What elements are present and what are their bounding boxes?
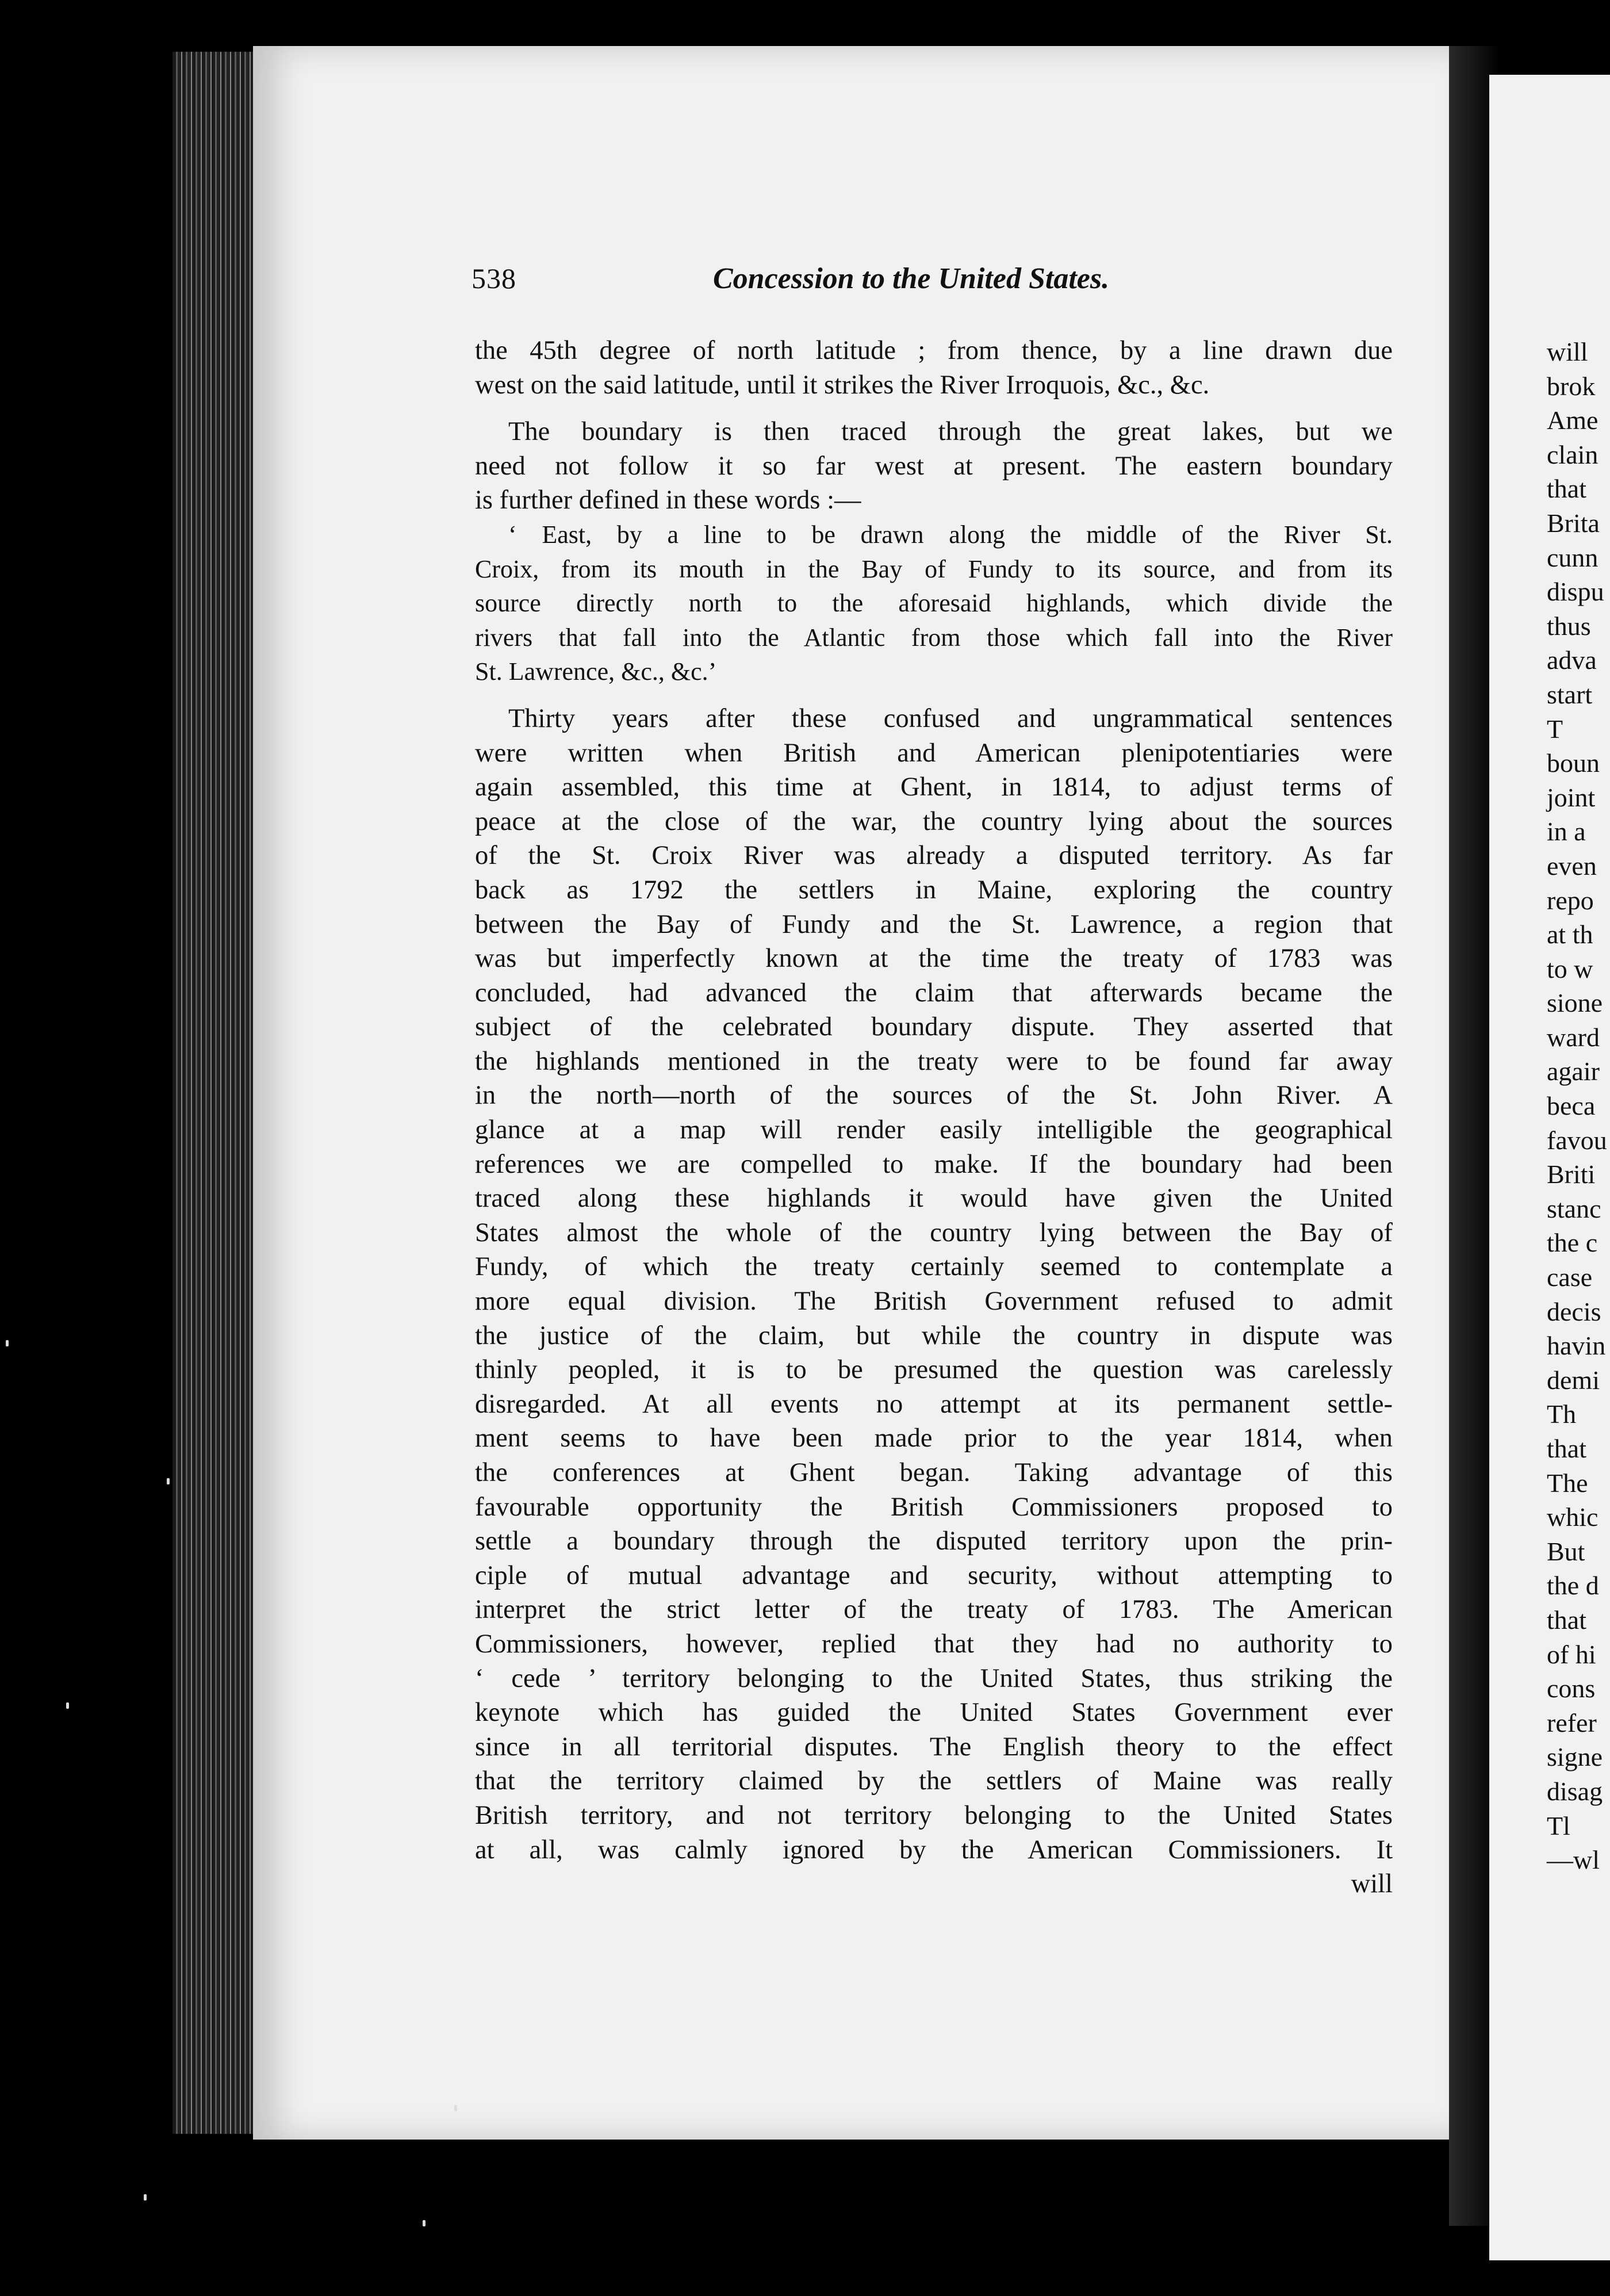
fragment: at th (1547, 920, 1593, 950)
fragment: dispu (1547, 577, 1604, 607)
scan-speck (167, 1478, 170, 1484)
text-line: in the north—north of the sources of the St. John River. A (475, 1081, 1393, 1111)
text-line: was but imperfectly known at the time the treaty of 1783 was (475, 944, 1393, 974)
text-line: ment seems to have been made prior to the year 1814, when (475, 1423, 1393, 1453)
scan-speck (423, 2220, 425, 2226)
fragment: boun (1547, 748, 1600, 778)
text-line: that the territory claimed by the settlers of Maine was really (475, 1766, 1393, 1796)
fragment: stanc (1547, 1193, 1601, 1223)
page-number: 538 (471, 262, 516, 294)
scan-speck (144, 2194, 147, 2201)
text-line: at all, was calmly ignored by the American Commissioners. It (475, 1835, 1393, 1865)
text-line: more equal division. The British Government refused to admit (475, 1287, 1393, 1317)
fragment: cunn (1547, 542, 1598, 572)
text-line: Thirty years after these confused and ungrammatical sentences (508, 703, 1393, 733)
text-line: the justice of the claim, but while the country in dispute was (475, 1321, 1393, 1350)
fragment: repo (1547, 885, 1594, 915)
quote-line: St. Lawrence, &c., &c.’ (475, 657, 717, 686)
quote-line: rivers that fall into the Atlantic from those which fall into the River (475, 623, 1393, 652)
scan-speck (66, 1702, 69, 1709)
fragment: Ame (1547, 405, 1598, 435)
fragment: that (1547, 1434, 1586, 1463)
text-line: is further defined in these words :— (475, 485, 861, 515)
quote-line: Croix, from its mouth in the Bay of Fundy to its source, and from its (475, 554, 1393, 583)
text-line: the conferences at Ghent began. Taking advantage of this (475, 1458, 1393, 1487)
fragment: the c (1547, 1228, 1598, 1258)
fragment: The (1547, 1468, 1588, 1498)
fragment: clain (1547, 439, 1598, 469)
text-line: west on the said latitude, until it strikes the River Irroquois, &c., &c. (475, 370, 1210, 400)
text-line: traced along these highlands it would have given the United (475, 1184, 1393, 1214)
fragment: Brita (1547, 508, 1600, 538)
fragment: thus (1547, 611, 1591, 641)
text-line: between the Bay of Fundy and the St. Lawrence, a region that (475, 909, 1393, 939)
fragment: T (1547, 714, 1563, 744)
fragment: that (1547, 1605, 1586, 1635)
quote-line: source directly north to the aforesaid highlands, which divide the (475, 589, 1393, 618)
text-line: references we are compelled to make. If the boundary had been (475, 1149, 1393, 1179)
fragment: adva (1547, 645, 1597, 675)
text-line: the 45th degree of north latitude ; from thence, by a line drawn due (475, 336, 1393, 365)
fragment: Tl (1547, 1811, 1570, 1840)
fragment: the d (1547, 1571, 1599, 1601)
text-line: thinly peopled, it is to be presumed the question was carelessly (475, 1355, 1393, 1385)
text-line: the highlands mentioned in the treaty were to be found far away (475, 1046, 1393, 1076)
fragment: whic (1547, 1502, 1598, 1532)
text-line: glance at a map will render easily intelligible the geographical (475, 1115, 1393, 1145)
fragment: case (1547, 1262, 1593, 1292)
catchword: will (1351, 1869, 1393, 1899)
fragment: Briti (1547, 1160, 1596, 1189)
fragment: decis (1547, 1296, 1601, 1326)
text-line: favourable opportunity the British Commissioners proposed to (475, 1492, 1393, 1522)
fragment: havin (1547, 1331, 1606, 1361)
scan-speck (454, 2105, 457, 2111)
text-line: The boundary is then traced through the great lakes, but we (508, 417, 1393, 447)
running-head (471, 262, 1392, 308)
fragment: —wl (1547, 1845, 1600, 1875)
fragment: favou (1547, 1125, 1607, 1155)
fragment: Th (1547, 1399, 1577, 1429)
text-line: settle a boundary through the disputed territory upon the prin- (475, 1526, 1393, 1556)
fragment: to w (1547, 954, 1593, 984)
fragment: refer (1547, 1708, 1597, 1738)
text-line: States almost the whole of the country lying between the Bay of (475, 1218, 1393, 1248)
text-line: back as 1792 the settlers in Maine, exploring the country (475, 875, 1393, 905)
text-line: ‘ cede ’ territory belonging to the United States, thus striking the (475, 1663, 1393, 1693)
fragment: disag (1547, 1776, 1603, 1806)
text-line: Fundy, of which the treaty certainly seemed to contemplate a (475, 1252, 1393, 1282)
quote-line: ‘ East, by a line to be drawn along the middle of the River St. (508, 520, 1393, 549)
running-title: Concession to the United States. (713, 262, 1110, 295)
text-line: ciple of mutual advantage and security, without attempting to (475, 1560, 1393, 1590)
fragment: joint (1547, 782, 1596, 812)
fragment: But (1547, 1536, 1585, 1566)
fragment: start (1547, 679, 1593, 709)
text-line: subject of the celebrated boundary dispute. They asserted that (475, 1012, 1393, 1042)
fragment: of hi (1547, 1639, 1596, 1669)
text-line: Commissioners, however, replied that they had no authority to (475, 1629, 1393, 1659)
text-line: British territory, and not territory belonging to the United States (475, 1800, 1393, 1830)
text-line: of the St. Croix River was already a disputed territory. As far (475, 841, 1393, 871)
text-line: since in all territorial disputes. The English theory to the effect (475, 1732, 1393, 1762)
fragment: even (1547, 851, 1597, 881)
fragment: signe (1547, 1742, 1603, 1772)
facing-page-text (1547, 335, 1610, 1877)
text-line: keynote which has guided the United States Government ever (475, 1698, 1393, 1728)
text-line: concluded, had advanced the claim that afterwards became the (475, 978, 1393, 1008)
fragment: brok (1547, 371, 1596, 401)
fragment: beca (1547, 1091, 1596, 1121)
scan-speck (6, 1340, 9, 1346)
body-text (475, 334, 1393, 1901)
text-line: again assembled, this time at Ghent, in 1814, to adjust terms of (475, 772, 1393, 802)
fragment: agair (1547, 1057, 1600, 1086)
text-line: were written when British and American plenipotentiaries were (475, 738, 1393, 768)
fragment: that (1547, 474, 1586, 504)
text-line: need not follow it so far west at present. The eastern boundary (475, 451, 1393, 481)
fragment: in a (1547, 817, 1586, 847)
text-line: peace at the close of the war, the country lying about the sources (475, 806, 1393, 836)
fragment: will (1547, 337, 1588, 366)
text-line: interpret the strict letter of the treaty of 1783. The American (475, 1595, 1393, 1625)
fragment: cons (1547, 1674, 1596, 1704)
fragment: demi (1547, 1365, 1600, 1395)
text-line: disregarded. At all events no attempt at its permanent settle- (475, 1389, 1393, 1419)
fragment: sione (1547, 988, 1603, 1018)
fragment: ward (1547, 1022, 1600, 1052)
